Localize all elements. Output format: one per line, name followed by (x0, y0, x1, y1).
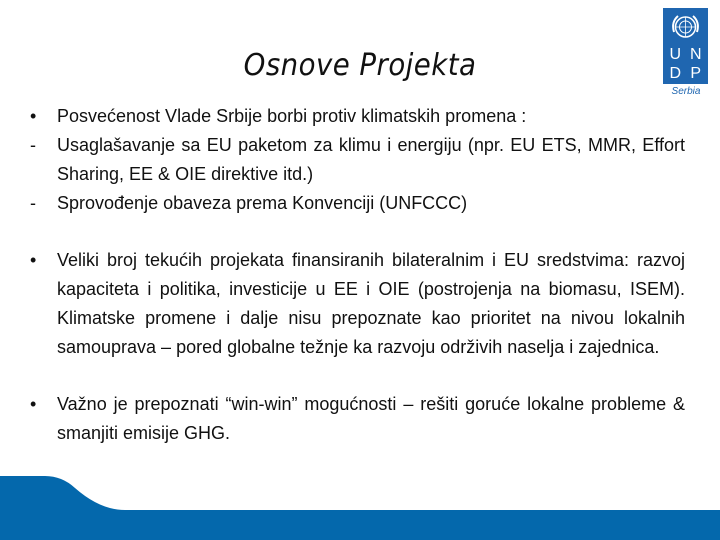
logo-letter-n: N (689, 46, 702, 63)
logo-subtitle: Serbia (671, 86, 701, 97)
dash-marker: - (30, 135, 36, 155)
slide-title: Osnove Projekta (243, 48, 477, 83)
sub-item-text: Usaglašavanje sa EU paketom za klimu i energiju (npr. EU ETS, MMR, Effort Sharing, EE & OIE direktive itd.) (57, 135, 685, 184)
sub-item (30, 131, 685, 189)
bullet-marker: • (30, 250, 37, 270)
bullet-marker: • (30, 394, 37, 414)
sub-item (30, 189, 685, 218)
undp-logo (663, 8, 708, 84)
logo-letter-d: D (669, 65, 682, 82)
sub-item-text: Sprovođenje obaveza prema Konvenciji (UNFCCC) (57, 193, 468, 213)
bullet-marker: • (30, 106, 37, 126)
bullet-item (30, 390, 685, 448)
dash-marker: - (30, 193, 36, 213)
bullet-text: Posvećenost Vlade Srbije borbi protiv klimatskih promena : (57, 106, 527, 126)
bullet-item (30, 102, 685, 131)
bullet-text: Važno je prepoznati “win-win” mogućnosti – rešiti goruće lokalne probleme & smanjiti emisije GHG. (57, 394, 685, 443)
bullet-text: Veliki broj tekućih projekata finansiranih bilateralnim i EU sredstvima: razvoj kapaciteta i politika, investicije u EE i OIE (postrojenja na biomasu, ISEM). Klimatske promene i dalje nisu prepoznate kao prioritet na nivou lokalnih samouprava – pored globalne težnje ka razvoju održivih naselja i zajednica. (57, 250, 685, 357)
logo-letter-p: P (690, 65, 702, 82)
footer-wave-band (0, 470, 720, 540)
bullet-item (30, 246, 685, 362)
logo-letter-u: U (669, 46, 682, 63)
un-emblem-icon (669, 12, 702, 42)
slide-body (30, 102, 685, 448)
